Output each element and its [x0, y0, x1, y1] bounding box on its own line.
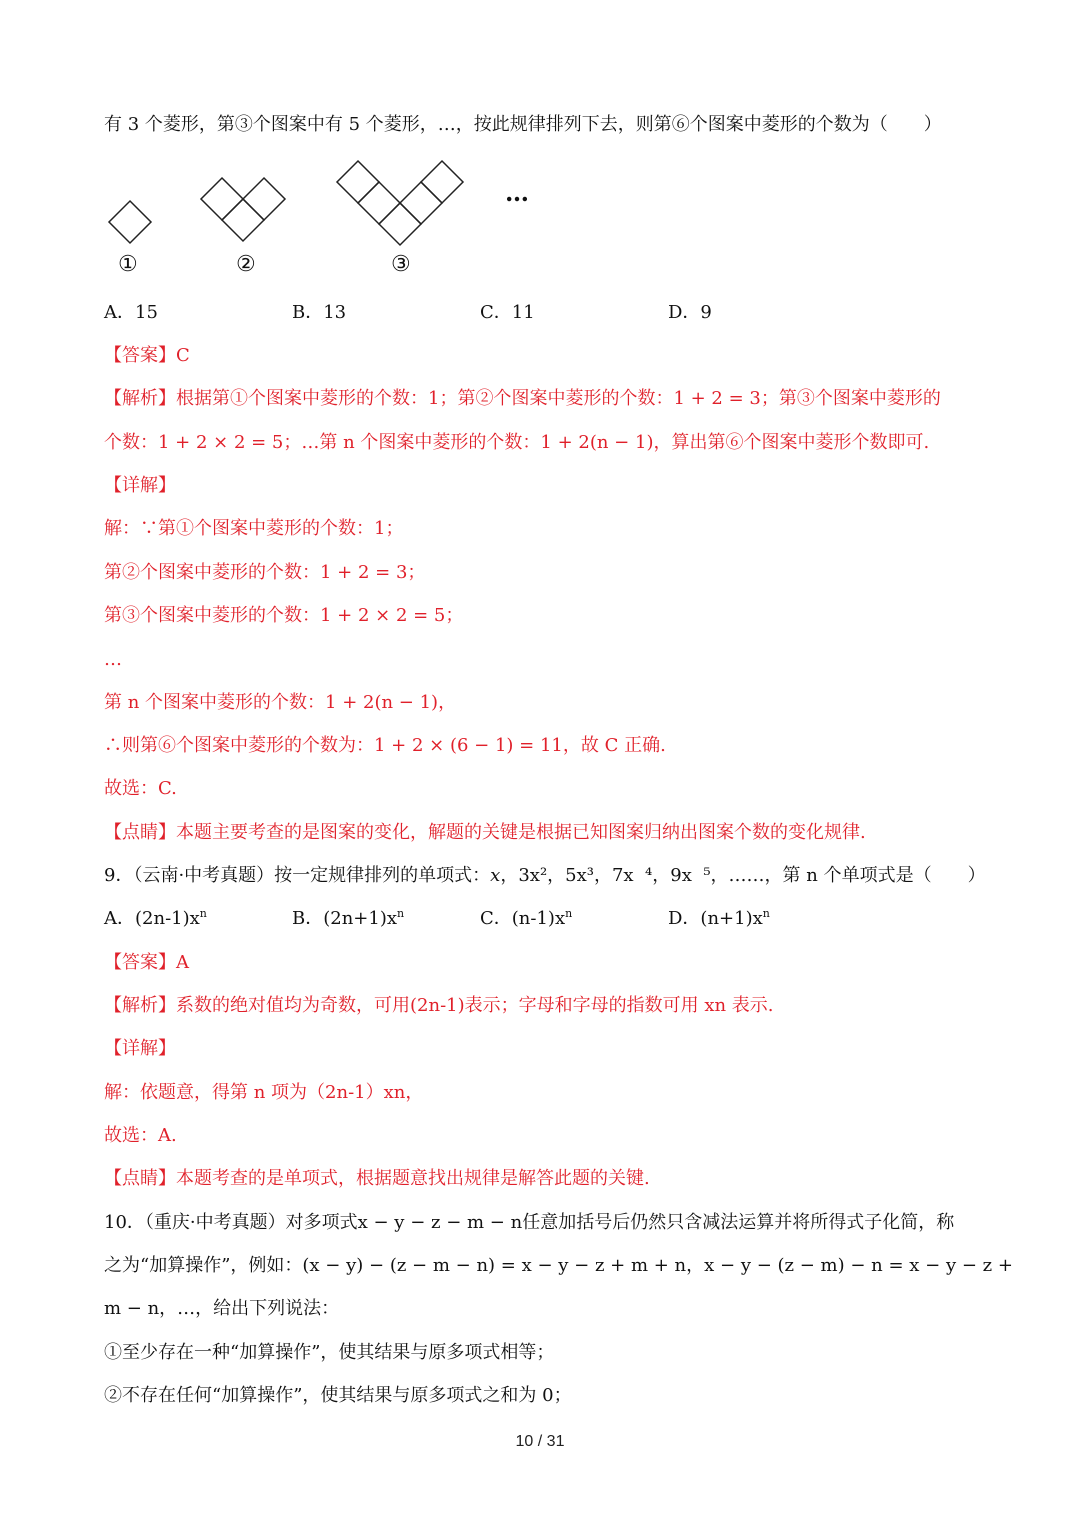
- q8-options: [104, 300, 984, 326]
- q9-term3: 5x: [565, 865, 587, 886]
- q9-answer: 【答案】A: [104, 952, 189, 973]
- q9-choose: 故选：A.: [104, 1125, 177, 1146]
- q8-step1: 解：∵第①个图案中菱形的个数：1；: [104, 518, 404, 539]
- q9-options: [104, 906, 984, 932]
- pattern3-rhombus: [379, 203, 421, 245]
- q8-comment: 【点睛】本题主要考查的是图案的变化，解题的关键是根据已知图案归纳出图案个数的变化规律.: [104, 822, 866, 843]
- q9-analysis: 【解析】系数的绝对值均为奇数，可用(2n-1)表示；字母和字母的指数可用 xn 表示.: [104, 995, 774, 1016]
- q8-step4: …: [104, 649, 122, 670]
- q9-stem-prefix: 9．（云南·中考真题）按一定规律排列的单项式：: [104, 865, 491, 886]
- q9-option-a[interactable]: A．$(2n-1)x^n$: [104, 907, 207, 929]
- q8-step2: 第②个图案中菱形的个数：1 + 2 = 3；: [104, 562, 426, 583]
- q9-stem: 9．（云南·中考真题）按一定规律排列的单项式：x，3x²，5x³，7x ⁴，9x ⁵，……，第 n 个单项式是（ ）: [104, 865, 986, 886]
- q9-term1: x: [490, 865, 501, 886]
- q8-answer: 【答案】C: [104, 345, 190, 366]
- q8-option-b[interactable]: B．13: [292, 302, 347, 323]
- q9-term5: 9x: [670, 865, 692, 886]
- rhombus-pattern-figure: [100, 150, 480, 250]
- figure-label-3: ③: [391, 252, 411, 277]
- q9-option-c[interactable]: C．$(n-1)x^n$: [480, 907, 573, 929]
- q9-option-d[interactable]: D．$(n+1)x^n$: [668, 907, 770, 929]
- q9-term4-exp: ⁴: [645, 865, 653, 886]
- q8-analysis-line2: 个数：1 + 2 × 2 = 5；…第 n 个图案中菱形的个数：1 + 2(n − 1)，算出第⑥个图案中菱形个数即可.: [104, 432, 930, 453]
- q8-step3: 第③个图案中菱形的个数：1 + 2 × 2 = 5；: [104, 605, 464, 626]
- pattern3-rhombus: [421, 161, 463, 203]
- q9-term4: 7x: [611, 865, 634, 886]
- figure-ellipsis: …: [505, 178, 530, 207]
- q10-stem-line2: 之为“加算操作”，例如：(x − y) − (z − m − n) = x − y − z + m + n，x − y − (z − m) − n = x − y − z +: [104, 1255, 1013, 1276]
- q8-option-d[interactable]: D．9: [668, 302, 712, 323]
- figure-label-2: ②: [236, 252, 256, 277]
- pattern1-rhombus: [109, 201, 151, 243]
- q8-step5: 第 n 个图案中菱形的个数：1 + 2(n − 1)，: [104, 692, 457, 713]
- q10-stem-line1: 10．（重庆·中考真题）对多项式x − y − z − m − n任意加括号后仍然只含减法运算并将所得式子化简，称: [104, 1212, 955, 1233]
- intro-line: 有 3 个菱形，第③个图案中有 5 个菱形，…，按此规律排列下去，则第⑥个图案中菱形的个数为（ ）: [104, 114, 942, 135]
- page-number: 10 / 31: [515, 1433, 565, 1450]
- q9-option-b[interactable]: B．$(2n+1)x^n$: [292, 907, 405, 929]
- q8-detail-heading: 【详解】: [104, 475, 176, 496]
- q10-item2: ②不存在任何“加算操作”，使其结果与原多项式之和为 0；: [104, 1385, 572, 1406]
- pattern3-rhombus: [400, 182, 442, 224]
- q9-detail-heading: 【详解】: [104, 1038, 176, 1059]
- pattern2-rhombus: [222, 199, 264, 241]
- q9-term2-exp: ²: [539, 865, 548, 886]
- q8-choose: 故选：C.: [104, 778, 177, 799]
- q9-term2: 3x: [518, 865, 540, 886]
- pattern3-rhombus: [337, 161, 379, 203]
- q8-option-a[interactable]: A．15: [104, 302, 158, 323]
- pattern3-rhombus: [358, 182, 400, 224]
- q9-term5-exp: ⁵: [703, 865, 711, 886]
- q10-stem-line3: m − n，…，给出下列说法：: [104, 1298, 340, 1319]
- pattern2-rhombus: [243, 178, 285, 220]
- q9-comment: 【点睛】本题考查的是单项式，根据题意找出规律是解答此题的关键.: [104, 1168, 650, 1189]
- q10-item1: ①至少存在一种“加算操作”，使其结果与原多项式相等；: [104, 1342, 555, 1363]
- q8-step6: ∴则第⑥个图案中菱形的个数为：1 + 2 × (6 − 1) = 11，故 C 正确.: [104, 735, 666, 756]
- figure-label-1: ①: [118, 252, 138, 277]
- q9-step1: 解：依题意，得第 n 项为（2n-1）xn，: [104, 1082, 424, 1103]
- q9-stem-suffix: ，……，第 n 个单项式是（ ）: [710, 865, 986, 886]
- pattern2-rhombus: [201, 178, 243, 220]
- q8-analysis-line1: 【解析】根据第①个图案中菱形的个数：1；第②个图案中菱形的个数：1 + 2 = 3；第③个图案中菱形的: [104, 388, 941, 409]
- q8-option-c[interactable]: C．11: [480, 302, 535, 323]
- q9-term3-exp: ³: [586, 865, 594, 886]
